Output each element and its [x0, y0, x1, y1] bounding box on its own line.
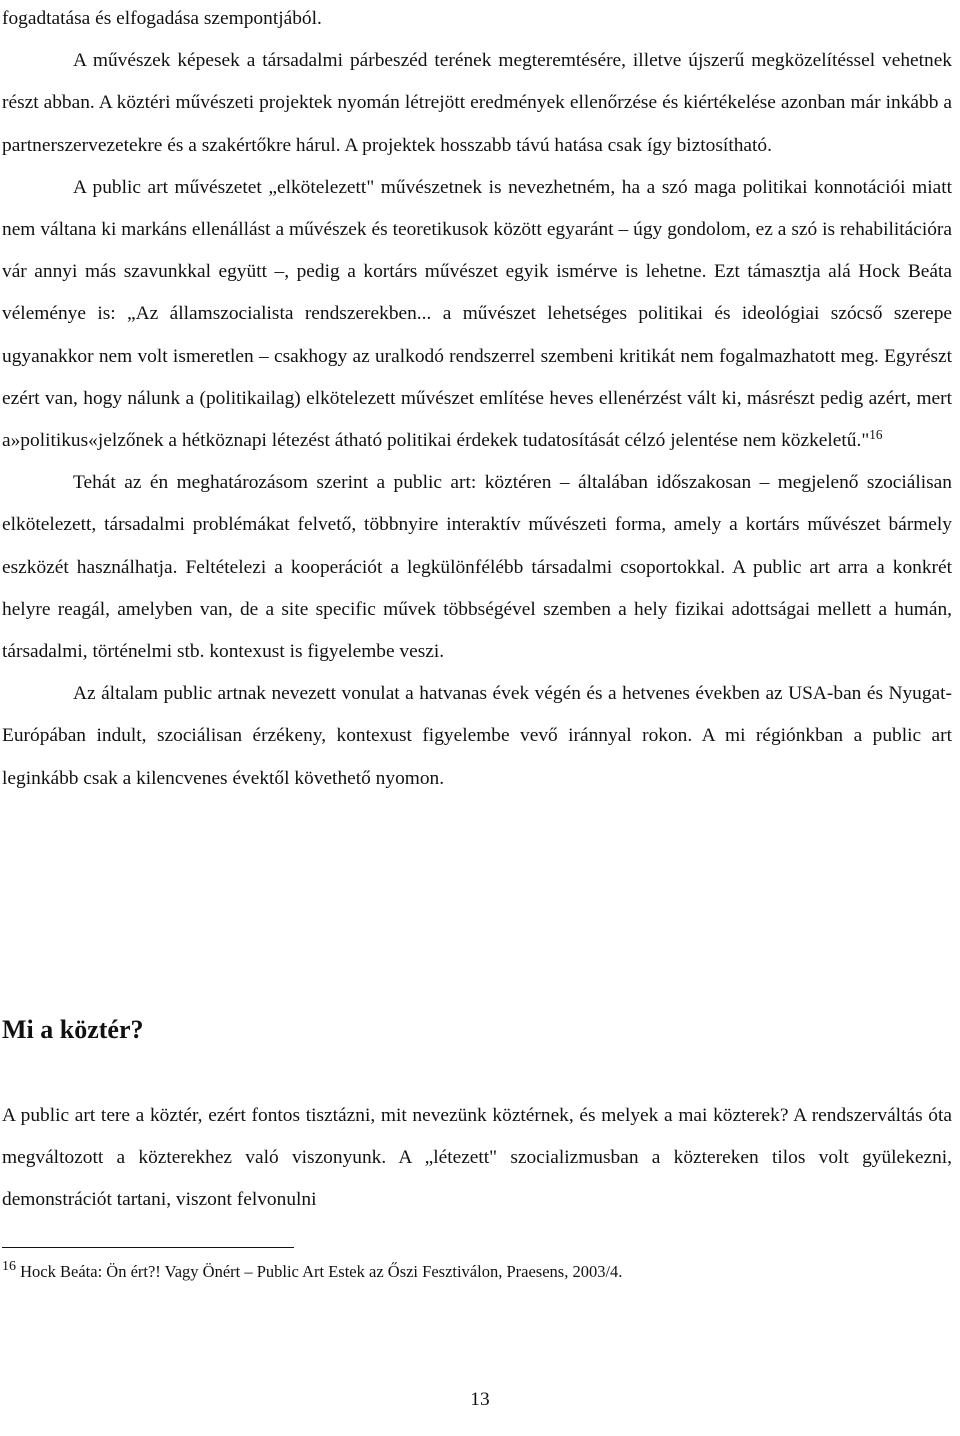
paragraph-artists-dialogue: A művészek képesek a társadalmi párbeszéd terének megteremtésére, illetve újszerű megközelítéssel vehetnek részt abban. A köztéri művészeti projektek nyomán létrejött eredmények ellenőrzése és kiértékelése azonban már inkább a partnerszervezetekre és a szakértőkre hárul. A projektek hosszabb távú hatása csak így biztosítható. — [2, 50, 952, 156]
body-text — [2, 0, 952, 800]
footnote-separator — [2, 1247, 294, 1248]
footnote-text: Hock Beáta: Ön ért?! Vagy Önért – Public Art Estek az Őszi Fesztiválon, Praesens, 2003/4. — [20, 1262, 623, 1281]
paragraph-history: Az általam public artnak nevezett vonulat a hatvanas évek végén és a hetvenes években az USA-ban és Nyugat-Európában indult, szociálisan érzékeny, kontexust figyelembe vevő iránnyal rokon. A mi régiónkban a public art leginkább csak a kilencvenes évektől követhető nyomon. — [2, 683, 952, 789]
footnote-number: 16 — [2, 1259, 17, 1274]
paragraph-engaged-art — [2, 167, 952, 462]
section-body — [2, 1095, 952, 1222]
section-heading: Mi a köztér? — [2, 1015, 144, 1044]
paragraph-definition: Tehát az én meghatározásom szerint a public art: köztéren – általában időszakosan – megjelenő szociálisan elkötelezett, társadalmi problémákat felvető, többnyire interaktív művészeti forma, amely a kortárs művészet bármely eszközét használhatja. Feltételezi a kooperációt a legkülönfélébb társadalmi csoportokkal. A public art arra a konkrét helyre reagál, amelyben van, de a site specific művek többségével szemben a hely fizikai adottságai mellett a humán, társadalmi, történelmi stb. kontexust is figyelembe veszi. — [2, 472, 952, 663]
paragraph-continuation: fogadtatása és elfogadása szempontjából. — [2, 8, 322, 29]
footnote-reference[interactable]: 16 — [869, 426, 883, 442]
footnote — [2, 1258, 622, 1286]
paragraph-public-space: A public art tere a köztér, ezért fontos tisztázni, mit nevezünk köztérnek, és melyek a mai közterek? A rendszerváltás óta megváltozott a közterekhez való viszonyunk. A „létezett" szocializmusban a köztereken tilos volt gyülekezni, demonstrációt tartani, viszont felvonulni — [2, 1105, 952, 1211]
page-number: 13 — [470, 1389, 490, 1410]
paragraph-engaged-art-text: A public art művészetet „elkötelezett" művészetnek is nevezhetném, ha a szó maga politikai konnotációi miatt nem váltana ki markáns ellenállást a művészek és teoretikusok között egyaránt – úgy gondolom, ez a szó is rehabilitációra vár annyi más szavunkkal együtt –, pedig a kortárs művészet egyik ismérve is lehetne. Ezt támasztja alá Hock Beáta véleménye is: „Az államszocialista rendszerekben... a művészet lehetséges politikai és ideológiai szócső szerepe ugyanakkor nem volt ismeretlen – csakhogy az uralkodó rendszerrel szembeni kritikát nem fogalmazhatott meg. Egyrészt ezért van, hogy nálunk a (politikailag) elkötelezett művészet említése heves ellenérzést vált ki, másrészt pedig azért, mert a»politikus«jelzőnek a hétköznapi létezést átható politikai érdekek tudatosítását célzó jelentése nem közkeletű." — [2, 176, 952, 452]
